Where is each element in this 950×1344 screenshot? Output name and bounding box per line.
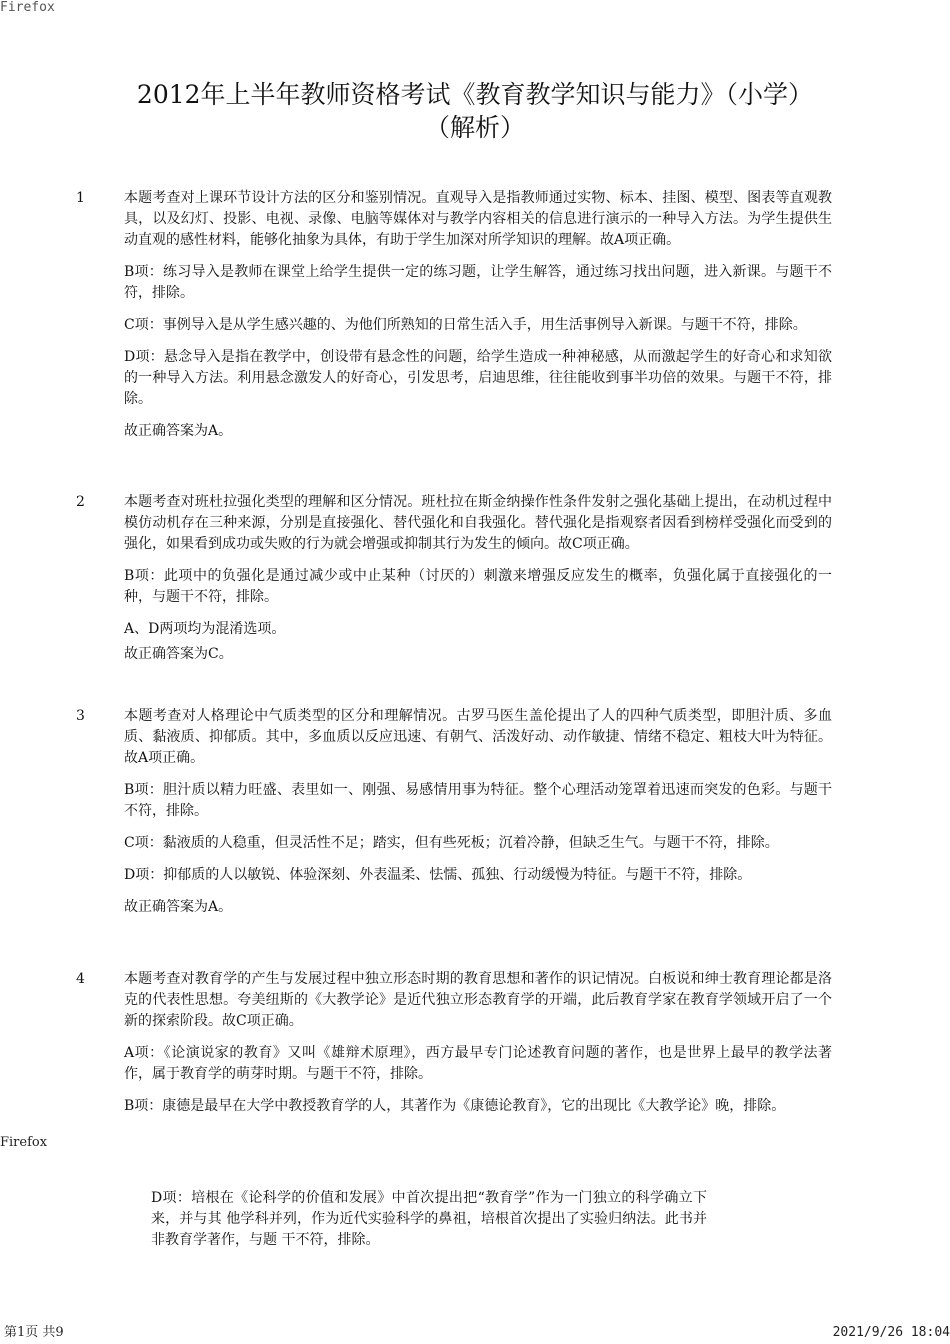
explanation-paragraph: D项：抑郁质的人以敏锐、体验深刻、外表温柔、怯懦、孤独、行动缓慢为特征。与题干不符，排除。 [124,867,752,883]
explanation-paragraph: B项：此项中的负强化是通过减少或中止某种（讨厌的）刺激来增强反应发生的概率，负强化属于直接强化的一种，与题干不符，排除。 [124,568,832,605]
explanation-paragraph: C项：事例导入是从学生感兴趣的、为他们所熟知的日常生活入手，用生活事例导入新课。与题干不符，排除。 [124,317,807,333]
question-number: 3 [76,708,85,724]
browser-header-label: Firefox [0,0,55,15]
explanation-paragraph: D项：悬念导入是指在教学中，创设带有悬念性的问题，给学生造成一种神秘感，从而激起学生的好奇心和求知欲的一种导入方法。利用悬念激发人的好奇心，引发思考，启迪思维，往往能收到事半功倍的效果。与题干不符，排除。 [124,349,832,407]
question-2-explanation [124,492,832,669]
explanation-paragraph: 本题考查对上课环节设计方法的区分和鉴别情况。直观导入是指教师通过实物、标本、挂图、模型、图表等直观教具，以及幻灯、投影、电视、录像、电脑等媒体对与教学内容相关的信息进行演示的一种导入方法。为学生提供生动直观的感性材料，能够化抽象为具体，有助于学生加深对所学知识的理解。故A项正确。 [124,190,832,248]
explanation-paragraph: 本题考查对班杜拉强化类型的理解和区分情况。班杜拉在斯金纳操作性条件发射之强化基础上提出，在动机过程中模仿动机存在三种来源，分别是直接强化、替代强化和自我强化。替代强化是指观察者因看到榜样受强化而受到的强化，如果看到成功或失败的行为就会增强或抑制其行为发生的倾向。故C项正确。 [124,494,832,552]
question-3-explanation [124,706,832,922]
explanation-paragraph: C项：黏液质的人稳重，但灵活性不足；踏实，但有些死板；沉着冷静，但缺乏生气。与题干不符，排除。 [124,835,779,851]
explanation-paragraph: 本题考查对人格理论中气质类型的区分和理解情况。古罗马医生盖伦提出了人的四种气质类型，即胆汁质、多血质、黏液质、抑郁质。其中，多血质以反应迅速、有朝气、活泼好动、动作敏捷、情绪不稳定、粗枝大叶为特征。故A项正确。 [124,708,832,766]
explanation-paragraph: A、D两项均为混淆选项。 [124,621,286,637]
explanation-paragraph: B项：康德是最早在大学中教授教育学的人，其著作为《康德论教育》，它的出现比《大教学论》晚，排除。 [124,1098,786,1114]
question-1-explanation [124,188,832,446]
answer-line: 故正确答案为A。 [124,899,233,915]
answer-line: 故正确答案为A。 [124,423,233,439]
document-title [0,78,950,144]
question-number: 2 [76,494,85,510]
explanation-paragraph: B项：练习导入是教师在课堂上给学生提供一定的练习题，让学生解答，通过练习找出问题，进入新课。与题干不符，排除。 [124,264,832,301]
continued-explanation [151,1188,707,1251]
question-4-explanation [124,969,832,1128]
question-number: 4 [76,971,85,987]
title-line-1: 2012年上半年教师资格考试《教育教学知识与能力》（小学） [136,80,814,109]
print-timestamp: 2021/9/26 18:04 [832,1325,950,1340]
explanation-paragraph: B项：胆汁质以精力旺盛、表里如一、刚强、易感情用事为特征。整个心理活动笼罩着迅速而突发的色彩。与题干不符，排除。 [124,782,832,819]
answer-line: 故正确答案为C。 [124,646,233,662]
question-number: 1 [76,190,85,206]
explanation-paragraph: D项：培根在《论科学的价值和发展》中首次提出把“教育学”作为一门独立的科学确立下来，并与其 他学科并列，作为近代实验科学的鼻祖，培根首次提出了实验归纳法。此书并非教育学著作，与题 干不符，排除。 [151,1190,707,1248]
explanation-paragraph: 本题考查对教育学的产生与发展过程中独立形态时期的教育思想和著作的识记情况。白板说和绅士教育理论都是洛克的代表性思想。夸美纽斯的《大教学论》是近代独立形态教育学的开端，此后教育学家在教育学领域开启了一个新的探索阶段。故C项正确。 [124,971,832,1029]
page-break-browser-label: Firefox [0,1135,48,1150]
title-line-2: （解析） [424,113,525,142]
explanation-paragraph: A项：《论演说家的教育》又叫《雄辩术原理》，西方最早专门论述教育问题的著作，也是世界上最早的教学法著作，属于教育学的萌芽时期。与题干不符，排除。 [124,1045,832,1082]
page-number-footer: 第1页 共9 [4,1325,64,1340]
